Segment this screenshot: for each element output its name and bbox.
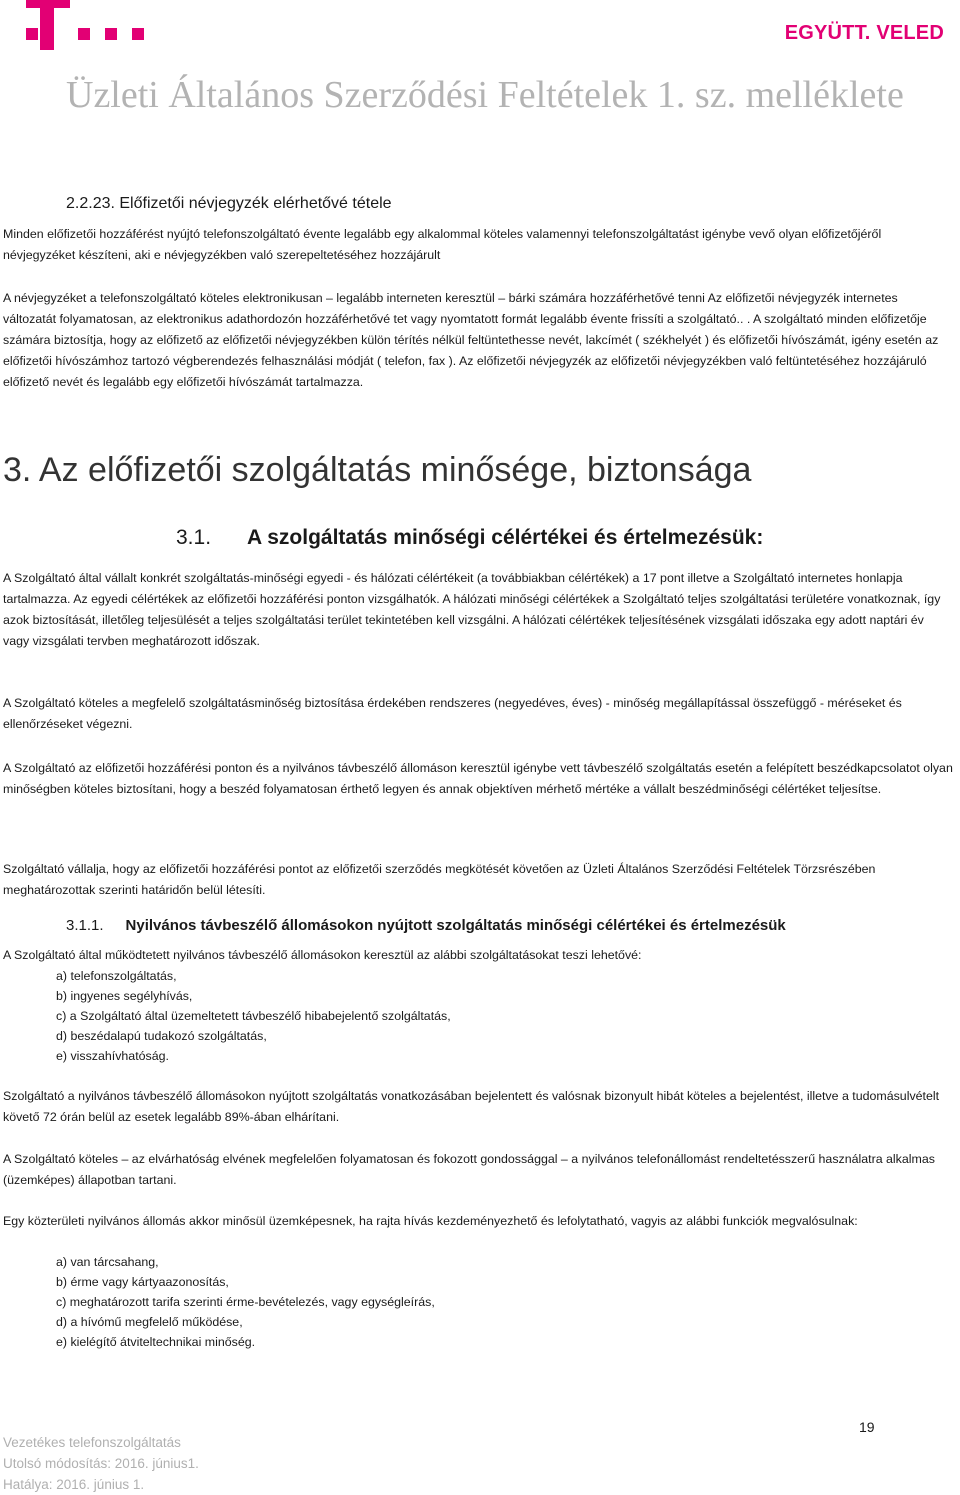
section-heading-3-1-1 — [66, 915, 786, 936]
list-item: c) a Szolgáltató által üzemeltetett távbeszélő hibabejelentő szolgáltatás, — [56, 1009, 451, 1023]
list-item: d) beszédalapú tudakozó szolgáltatás, — [56, 1029, 267, 1043]
list-item: a) van tárcsahang, — [56, 1255, 159, 1269]
service-list — [56, 966, 451, 1066]
section-number: 3.1. — [176, 526, 212, 549]
slogan: EGYÜTT. VELED — [784, 22, 944, 44]
list-item: e) visszahívhatóság. — [56, 1049, 169, 1063]
paragraph: Szolgáltató vállalja, hogy az előfizetői hozzáférési pontot az előfizetői szerződés megkötését követően az Üzleti Általános Szerződési Feltételek Törzsrészében meghatározottak szerinti határidőn belül létesíti. — [3, 862, 876, 897]
footer-line: Utolsó módosítás: 2016. június1. — [3, 1456, 199, 1471]
function-list — [56, 1252, 435, 1352]
list-item: b) érme vagy kártyaazonosítás, — [56, 1275, 229, 1289]
paragraph: A névjegyzéket a telefonszolgáltató köteles elektronikusan – legalább interneten keresztül – bárki számára hozzáférhetővé tenni Az előfizetői névjegyzék internetes változatát folyamatosan, az elektronikus adathordozón hozzáférhetővé tet vagy nyomtatott formát legalább évente frissíti a szolgáltató.. . A szolgáltató minden előfizetője számára biztosítja, hogy az előfizető az előfizetői névjegyzékben külön térítés nélkül feltüntethesse nevét, lakcímét ( székhelyét ) és előfizetői hívószámát, igény esetén az előfizetői hívószámhoz tartozó végberendezés felhasználási módját ( telefon, fax ). Az előfizetői névjegyzék az előfizetői névjegyzékben való feltüntetéséhez hozzájáruló előfizető nevét és legalább egy előfizetői hívószámát tartalmazza. — [3, 291, 939, 389]
list-item: b) ingyenes segélyhívás, — [56, 989, 193, 1003]
section-number: 3.1.1. — [66, 917, 104, 934]
list-item: e) kielégítő átviteltechnikai minőség. — [56, 1335, 256, 1349]
page-number: 19 — [859, 1419, 875, 1435]
paragraph: Szolgáltató a nyilvános távbeszélő állomásokon nyújtott szolgáltatás vonatkozásában bejelentett és valósnak bizonyult hibát köteles a bejelentést, illetve a tudomásulvételt követő 72 órán belül az esetek legalább 89%-ában elhárítani. — [3, 1089, 940, 1124]
section-title: Nyilvános távbeszélő állomásokon nyújtott szolgáltatás minőségi célértékei és értelmezésük — [125, 917, 786, 934]
paragraph: A Szolgáltató által vállalt konkrét szolgáltatás-minőségi egyedi - és hálózati célértékeit (a továbbiakban célértékek) a 17 pont illetve a Szolgáltató internetes honlapja tartalmazza. Az egyedi célértékek az előfizetői hozzáférési ponton vizsgálhatók. A hálózati minőségi célértékek a Szolgáltató teljes szolgáltatási területére vonatkoznak, így azok biztosítását, illetőleg teljesülését a teljes szolgáltatási terület tekintetében kell vizsgálni. A hálózati célértékek teljesítésének vizsgálati időszaka egy adott naptári év vagy vizsgálati tervben meghatározott időszak. — [3, 571, 941, 648]
footer-line: Hatálya: 2016. június 1. — [3, 1477, 145, 1492]
section-heading-3: 3. Az előfizetői szolgáltatás minősége, biztonsága — [3, 451, 752, 489]
document-title: Üzleti Általános Szerződési Feltételek 1. sz. melléklete — [66, 74, 904, 116]
section-heading-3-1 — [176, 524, 763, 552]
section-heading-2-2-23: 2.2.23. Előfizetői névjegyzék elérhetővé tétele — [66, 195, 392, 212]
paragraph: Minden előfizetői hozzáférést nyújtó telefonszolgáltató évente legalább egy alkalommal köteles valamennyi telefonszolgáltatást igénybe vevő olyan előfizetőjéről névjegyzéket készíteni, aki e névjegyzékben való szerepeltetéséhez hozzájárult — [3, 227, 882, 262]
paragraph: A Szolgáltató köteles a megfelelő szolgáltatásminőség biztosítása érdekében rendszeres (negyedéves, éves) - minőség megállapítással összefüggő - méréseket és ellenőrzéseket végezni. — [3, 696, 902, 731]
footer — [3, 1432, 199, 1495]
paragraph: Egy közterületi nyilvános állomás akkor minősül üzemképesnek, ha rajta hívás kezdeményezhető és lefolytatható, vagyis az alábbi funkciók megvalósulnak: — [3, 1214, 858, 1228]
list-item: c) meghatározott tarifa szerinti érme-bevételezés, vagy egységleírás, — [56, 1295, 435, 1309]
paragraph: A Szolgáltató által működtetett nyilvános távbeszélő állomásokon keresztül az alábbi szolgáltatásokat teszi lehetővé: — [3, 948, 642, 962]
footer-line: Vezetékes telefonszolgáltatás — [3, 1435, 181, 1450]
telekom-logo — [26, 0, 166, 50]
list-item: d) a hívómű megfelelő működése, — [56, 1315, 243, 1329]
paragraph: A Szolgáltató köteles – az elvárhatóság elvének megfelelően folyamatosan és fokozott gondossággal – a nyilvános telefonállomást rendeltetésszerű használatra alkalmas (üzemképes) állapotban tartani. — [3, 1152, 935, 1187]
paragraph: A Szolgáltató az előfizetői hozzáférési ponton és a nyilvános távbeszélő állomáson keresztül igénybe vett távbeszélő szolgáltatás esetén a felépített beszédkapcsolatot olyan minőségben köteles biztosítani, hogy a beszéd folyamatosan érthető legyen és annak objektíven mérhető mértéke a vállalt beszédminőségi célértéket teljesítse. — [3, 761, 953, 796]
list-item: a) telefonszolgáltatás, — [56, 969, 177, 983]
section-title: A szolgáltatás minőségi célértékei és értelmezésük: — [247, 526, 764, 549]
